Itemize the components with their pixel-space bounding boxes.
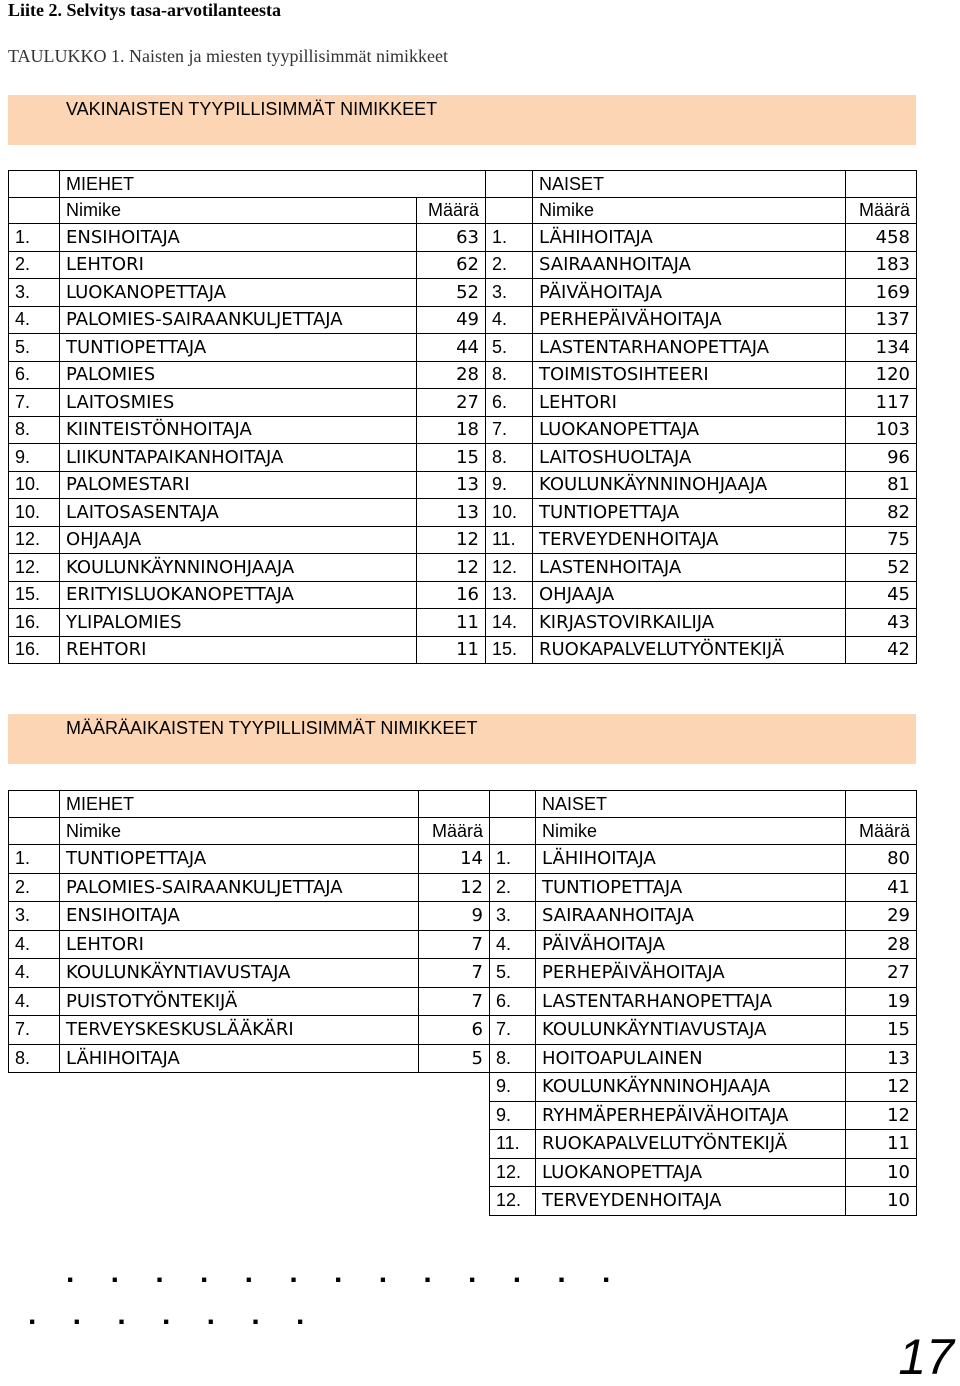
women-title: TUNTIOPETTAJA xyxy=(536,873,846,902)
men-rank: 2. xyxy=(9,251,60,279)
men-title: KOULUNKÄYNTIAVUSTAJA xyxy=(60,959,419,988)
women-count: 11 xyxy=(846,1130,917,1159)
women-rank: 7. xyxy=(490,1016,536,1045)
men-title: LIIKUNTAPAIKANHOITAJA xyxy=(60,444,417,472)
men-rank xyxy=(9,1073,60,1102)
men-count: 12 xyxy=(417,554,486,582)
table-row xyxy=(9,1158,917,1187)
table-row xyxy=(9,554,917,582)
men-title: REHTORI xyxy=(60,636,417,664)
men-count: 44 xyxy=(417,334,486,362)
women-count: 28 xyxy=(846,930,917,959)
men-title: KIINTEISTÖNHOITAJA xyxy=(60,416,417,444)
table-row xyxy=(9,987,917,1016)
men-title: PALOMESTARI xyxy=(60,471,417,499)
table-row xyxy=(9,499,917,527)
women-title: OHJAAJA xyxy=(533,581,846,609)
women-rank: 3. xyxy=(486,279,533,307)
men-rank: 10. xyxy=(9,499,60,527)
women-count: 458 xyxy=(846,224,917,252)
men-count: 7 xyxy=(419,987,490,1016)
women-rank: 11. xyxy=(490,1130,536,1159)
women-rank: 10. xyxy=(486,499,533,527)
women-rank: 13. xyxy=(486,581,533,609)
women-rank: 2. xyxy=(486,251,533,279)
women-count: 52 xyxy=(846,554,917,582)
men-title: YLIPALOMIES xyxy=(60,609,417,637)
men-rank: 16. xyxy=(9,609,60,637)
men-title: LAITOSASENTAJA xyxy=(60,499,417,527)
men-title: ENSIHOITAJA xyxy=(60,902,419,931)
permanent-titles-table xyxy=(8,170,917,664)
women-title: KOULUNKÄYNNINOHJAAJA xyxy=(536,1073,846,1102)
women-rank: 4. xyxy=(486,306,533,334)
women-title: LEHTORI xyxy=(533,389,846,417)
table-row xyxy=(9,471,917,499)
women-title: RYHMÄPERHEPÄIVÄHOITAJA xyxy=(536,1101,846,1130)
women-rank: 8. xyxy=(490,1044,536,1073)
men-count: 63 xyxy=(417,224,486,252)
women-count: 96 xyxy=(846,444,917,472)
men-count-header: Määrä xyxy=(419,818,490,845)
temporary-section-band xyxy=(8,714,916,764)
women-rank: 11. xyxy=(486,526,533,554)
temporary-titles-table xyxy=(8,790,917,1216)
men-count: 15 xyxy=(417,444,486,472)
men-count: 11 xyxy=(417,609,486,637)
men-count: 12 xyxy=(419,873,490,902)
women-title: PERHEPÄIVÄHOITAJA xyxy=(536,959,846,988)
men-count: 16 xyxy=(417,581,486,609)
women-rank: 6. xyxy=(486,389,533,417)
women-count: 12 xyxy=(846,1101,917,1130)
women-count: 10 xyxy=(846,1158,917,1187)
women-count: 134 xyxy=(846,334,917,362)
women-title: KOULUNKÄYNNINOHJAAJA xyxy=(533,471,846,499)
men-title xyxy=(60,1101,419,1130)
women-rank: 12. xyxy=(486,554,533,582)
women-rank: 7. xyxy=(486,416,533,444)
men-rank: 1. xyxy=(9,224,60,252)
column-header-row xyxy=(9,198,917,224)
table-row xyxy=(9,609,917,637)
men-rank: 15. xyxy=(9,581,60,609)
women-title: KIRJASTOVIRKAILIJA xyxy=(533,609,846,637)
men-rank xyxy=(9,1130,60,1159)
blank-cell xyxy=(419,791,490,818)
men-count xyxy=(419,1101,490,1130)
women-count: 183 xyxy=(846,251,917,279)
women-title: RUOKAPALVELUTYÖNTEKIJÄ xyxy=(533,636,846,664)
table-row xyxy=(9,1187,917,1216)
men-count: 7 xyxy=(419,930,490,959)
table-row xyxy=(9,526,917,554)
women-count: 103 xyxy=(846,416,917,444)
men-title xyxy=(60,1073,419,1102)
men-title: TUNTIOPETTAJA xyxy=(60,845,419,874)
women-rank: 5. xyxy=(486,334,533,362)
women-rank: 5. xyxy=(490,959,536,988)
men-name-header: Nimike xyxy=(60,818,419,845)
women-rank: 12. xyxy=(490,1158,536,1187)
women-count-header: Määrä xyxy=(846,198,917,224)
permanent-section-band xyxy=(8,95,916,145)
men-count: 13 xyxy=(417,499,486,527)
column-header-row xyxy=(9,818,917,845)
women-title: PERHEPÄIVÄHOITAJA xyxy=(533,306,846,334)
men-count: 14 xyxy=(419,845,490,874)
gender-header-row xyxy=(9,791,917,818)
men-title: LAITOSMIES xyxy=(60,389,417,417)
gender-header-row xyxy=(9,171,917,198)
men-count-header: Määrä xyxy=(417,198,486,224)
men-rank: 4. xyxy=(9,959,60,988)
men-rank: 4. xyxy=(9,930,60,959)
women-title: LASTENTARHANOPETTAJA xyxy=(536,987,846,1016)
men-title: KOULUNKÄYNNINOHJAAJA xyxy=(60,554,417,582)
women-count: 45 xyxy=(846,581,917,609)
table-row xyxy=(9,334,917,362)
women-name-header: Nimike xyxy=(536,818,846,845)
women-count: 120 xyxy=(846,361,917,389)
men-count: 49 xyxy=(417,306,486,334)
women-title: TUNTIOPETTAJA xyxy=(533,499,846,527)
men-title: ERITYISLUOKANOPETTAJA xyxy=(60,581,417,609)
men-rank xyxy=(9,1158,60,1187)
men-label: MIEHET xyxy=(60,171,417,198)
men-rank: 8. xyxy=(9,416,60,444)
women-count: 82 xyxy=(846,499,917,527)
women-title: TOIMISTOSIHTEERI xyxy=(533,361,846,389)
men-title xyxy=(60,1130,419,1159)
men-count xyxy=(419,1073,490,1102)
women-rank: 9. xyxy=(490,1101,536,1130)
women-count: 137 xyxy=(846,306,917,334)
men-rank: 5. xyxy=(9,334,60,362)
men-count: 62 xyxy=(417,251,486,279)
men-rank: 1. xyxy=(9,845,60,874)
women-count: 15 xyxy=(846,1016,917,1045)
men-count: 27 xyxy=(417,389,486,417)
women-title: LÄHIHOITAJA xyxy=(533,224,846,252)
men-rank: 4. xyxy=(9,306,60,334)
women-title: LASTENHOITAJA xyxy=(533,554,846,582)
table-row xyxy=(9,930,917,959)
men-count xyxy=(419,1187,490,1216)
women-count: 13 xyxy=(846,1044,917,1073)
men-title: LUOKANOPETTAJA xyxy=(60,279,417,307)
men-rank: 12. xyxy=(9,526,60,554)
blank-cell xyxy=(9,198,60,224)
women-count: 19 xyxy=(846,987,917,1016)
table-row xyxy=(9,251,917,279)
blank-cell xyxy=(490,818,536,845)
blank-cell xyxy=(9,791,60,818)
men-label: MIEHET xyxy=(60,791,419,818)
men-rank: 10. xyxy=(9,471,60,499)
women-count: 42 xyxy=(846,636,917,664)
table-row xyxy=(9,416,917,444)
men-title: PUISTOTYÖNTEKIJÄ xyxy=(60,987,419,1016)
men-rank: 4. xyxy=(9,987,60,1016)
blank-cell xyxy=(486,198,533,224)
women-rank: 2. xyxy=(490,873,536,902)
men-count: 52 xyxy=(417,279,486,307)
women-title: LUOKANOPETTAJA xyxy=(536,1158,846,1187)
men-rank xyxy=(9,1187,60,1216)
men-title: TUNTIOPETTAJA xyxy=(60,334,417,362)
blank-cell xyxy=(846,791,917,818)
men-rank: 6. xyxy=(9,361,60,389)
women-title: PÄIVÄHOITAJA xyxy=(533,279,846,307)
document-title: Liite 2. Selvitys tasa-arvotilanteesta xyxy=(8,0,281,20)
men-count: 13 xyxy=(417,471,486,499)
women-count: 117 xyxy=(846,389,917,417)
blank-cell xyxy=(9,818,60,845)
women-count: 27 xyxy=(846,959,917,988)
women-rank: 9. xyxy=(486,471,533,499)
table-row xyxy=(9,279,917,307)
women-title: LAITOSHUOLTAJA xyxy=(533,444,846,472)
women-rank: 15. xyxy=(486,636,533,664)
women-title: TERVEYDENHOITAJA xyxy=(533,526,846,554)
men-title: OHJAAJA xyxy=(60,526,417,554)
table-row xyxy=(9,1130,917,1159)
women-count: 75 xyxy=(846,526,917,554)
dotted-line-2: . . . . . . . xyxy=(28,1298,319,1331)
women-title: PÄIVÄHOITAJA xyxy=(536,930,846,959)
women-title: KOULUNKÄYNTIAVUSTAJA xyxy=(536,1016,846,1045)
men-title: TERVEYSKESKUSLÄÄKÄRI xyxy=(60,1016,419,1045)
men-count: 18 xyxy=(417,416,486,444)
table-row xyxy=(9,444,917,472)
women-count: 41 xyxy=(846,873,917,902)
temporary-section-title: MÄÄRÄAIKAISTEN TYYPILLISIMMÄT NIMIKKEET xyxy=(66,718,478,738)
women-count: 29 xyxy=(846,902,917,931)
page-number: 17 xyxy=(898,1329,954,1385)
men-count: 7 xyxy=(419,959,490,988)
dotted-line-1: . . . . . . . . . . . . . xyxy=(66,1256,625,1289)
women-count-header: Määrä xyxy=(846,818,917,845)
men-title xyxy=(60,1187,419,1216)
permanent-section-title: VAKINAISTEN TYYPILLISIMMÄT NIMIKKEET xyxy=(66,99,438,119)
men-count: 5 xyxy=(419,1044,490,1073)
women-label: NAISET xyxy=(536,791,846,818)
men-count: 28 xyxy=(417,361,486,389)
women-count: 10 xyxy=(846,1187,917,1216)
men-rank: 7. xyxy=(9,389,60,417)
women-count: 169 xyxy=(846,279,917,307)
table-row xyxy=(9,361,917,389)
table-row xyxy=(9,1073,917,1102)
women-rank: 6. xyxy=(490,987,536,1016)
women-count: 81 xyxy=(846,471,917,499)
men-title: ENSIHOITAJA xyxy=(60,224,417,252)
women-title: LUOKANOPETTAJA xyxy=(533,416,846,444)
table-row xyxy=(9,902,917,931)
women-title: RUOKAPALVELUTYÖNTEKIJÄ xyxy=(536,1130,846,1159)
table-row xyxy=(9,306,917,334)
men-title: LÄHIHOITAJA xyxy=(60,1044,419,1073)
men-rank: 3. xyxy=(9,902,60,931)
men-count xyxy=(419,1130,490,1159)
table-row xyxy=(9,845,917,874)
men-rank xyxy=(9,1101,60,1130)
men-rank: 7. xyxy=(9,1016,60,1045)
women-count: 43 xyxy=(846,609,917,637)
table-row xyxy=(9,959,917,988)
women-title: LÄHIHOITAJA xyxy=(536,845,846,874)
women-label: NAISET xyxy=(533,171,846,198)
women-rank: 1. xyxy=(490,845,536,874)
women-rank: 4. xyxy=(490,930,536,959)
men-title xyxy=(60,1158,419,1187)
table-row xyxy=(9,636,917,664)
men-title: PALOMIES-SAIRAANKULJETTAJA xyxy=(60,873,419,902)
women-title: LASTENTARHANOPETTAJA xyxy=(533,334,846,362)
table-row xyxy=(9,1101,917,1130)
table-row xyxy=(9,1044,917,1073)
table-row xyxy=(9,389,917,417)
women-title: TERVEYDENHOITAJA xyxy=(536,1187,846,1216)
men-title: LEHTORI xyxy=(60,251,417,279)
women-title: HOITOAPULAINEN xyxy=(536,1044,846,1073)
men-rank: 3. xyxy=(9,279,60,307)
women-rank: 1. xyxy=(486,224,533,252)
women-title: SAIRAANHOITAJA xyxy=(536,902,846,931)
men-rank: 9. xyxy=(9,444,60,472)
blank-cell xyxy=(490,791,536,818)
women-rank: 8. xyxy=(486,361,533,389)
women-rank: 14. xyxy=(486,609,533,637)
table-caption: TAULUKKO 1. Naisten ja miesten tyypillisimmät nimikkeet xyxy=(8,46,448,66)
blank-cell xyxy=(9,171,60,198)
women-count: 80 xyxy=(846,845,917,874)
men-title: LEHTORI xyxy=(60,930,419,959)
men-title: PALOMIES xyxy=(60,361,417,389)
men-count: 11 xyxy=(417,636,486,664)
blank-cell xyxy=(417,171,486,198)
women-name-header: Nimike xyxy=(533,198,846,224)
men-rank: 8. xyxy=(9,1044,60,1073)
women-rank: 12. xyxy=(490,1187,536,1216)
men-rank: 12. xyxy=(9,554,60,582)
table-row xyxy=(9,581,917,609)
men-rank: 2. xyxy=(9,873,60,902)
men-title: PALOMIES-SAIRAANKULJETTAJA xyxy=(60,306,417,334)
women-rank: 3. xyxy=(490,902,536,931)
women-rank: 9. xyxy=(490,1073,536,1102)
table-row xyxy=(9,873,917,902)
blank-cell xyxy=(846,171,917,198)
table-row xyxy=(9,1016,917,1045)
women-title: SAIRAANHOITAJA xyxy=(533,251,846,279)
women-count: 12 xyxy=(846,1073,917,1102)
women-rank: 8. xyxy=(486,444,533,472)
men-name-header: Nimike xyxy=(60,198,417,224)
table-row xyxy=(9,224,917,252)
men-count: 12 xyxy=(417,526,486,554)
men-rank: 16. xyxy=(9,636,60,664)
men-count: 9 xyxy=(419,902,490,931)
blank-cell xyxy=(486,171,533,198)
men-count: 6 xyxy=(419,1016,490,1045)
men-count xyxy=(419,1158,490,1187)
